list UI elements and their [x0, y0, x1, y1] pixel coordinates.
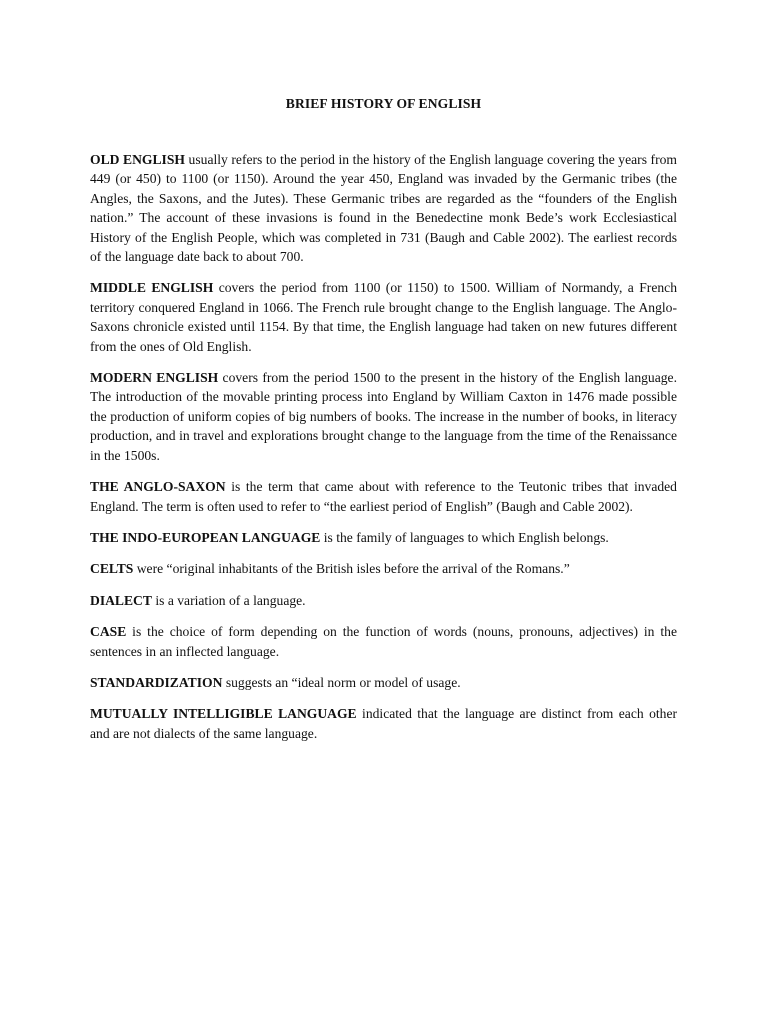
entry-old-english	[90, 150, 677, 266]
entry-text: covers from the period 1500 to the present in the history of the English language. The introduction of the movable printing process into England by William Caxton in 1476 made possible the production of uniform copies of big numbers of books. The increase in the number of books, in literacy production, and in travel and explorations brought change to the language from the time of the Renaissance in the 1500s.	[90, 370, 677, 463]
entry-term: MODERN ENGLISH	[90, 370, 219, 386]
entry-text: is the choice of form depending on the function of words (nouns, pronouns, adjectives) in the sentences in an inflected language.	[90, 624, 677, 659]
entry-term: MUTUALLY INTELLIGIBLE LANGUAGE	[90, 706, 357, 722]
entry-term: CELTS	[90, 561, 134, 577]
entry-text: were “original inhabitants of the British isles before the arrival of the Romans.”	[133, 561, 570, 577]
entry-term: MIDDLE ENGLISH	[90, 280, 214, 296]
entry-indo-european	[90, 528, 677, 547]
entry-celts	[90, 559, 677, 578]
entry-text: indicated that the language are distinct from each other and are not dialects of the same language.	[90, 706, 678, 741]
entry-dialect	[90, 591, 677, 610]
entry-term: DIALECT	[90, 592, 152, 608]
entry-text: is the family of languages to which English belongs.	[320, 529, 609, 545]
entry-anglo-saxon	[90, 477, 677, 516]
entry-text: is a variation of a language.	[151, 592, 306, 608]
entry-text: covers the period from 1100 (or 1150) to 1500. William of Normandy, a French territory conquered England in 1066. The French rule brought change to the English language. The Anglo-Saxons chronicle existed until 1154. By that time, the English language had taken on new futures different from the ones of Old English.	[90, 280, 677, 354]
entry-text: is the term that came about with reference to the Teutonic tribes that invaded England. The term is often used to refer to “the earliest period of English” (Baugh and Cable 2002).	[90, 479, 677, 514]
entry-modern-english	[90, 368, 677, 465]
entry-list	[90, 150, 677, 743]
entry-term: STANDARDIZATION	[90, 674, 223, 690]
entry-text: suggests an “ideal norm or model of usage.	[222, 674, 461, 690]
entry-case	[90, 622, 677, 661]
entry-standardization	[90, 673, 677, 692]
document-title: BRIEF HISTORY OF ENGLISH	[285, 96, 482, 111]
entry-mutually-intelligible	[90, 704, 677, 743]
entry-middle-english	[90, 278, 677, 356]
entry-term: CASE	[90, 624, 127, 640]
entry-term: OLD ENGLISH	[90, 152, 185, 167]
entry-term: THE ANGLO-SAXON	[90, 479, 226, 495]
document-page	[90, 0, 677, 755]
entry-text: usually refers to the period in the history of the English language covering the years from 449 (or 450) to 1100 (or 1150). Around the year 450, England was invaded by the Germanic tribes (the Angles, the Saxons, and the Jutes). These Germanic tribes are regarded as the “founders of the English nation.” The account of these invasions is found in the Benedectine monk Bede’s work Ecclesiastical History of the English People, which was completed in 731 (Baugh and Cable 2002). The earliest records of the language date back to about 700.	[90, 152, 677, 265]
entry-term: THE INDO-EUROPEAN LANGUAGE	[90, 529, 321, 545]
